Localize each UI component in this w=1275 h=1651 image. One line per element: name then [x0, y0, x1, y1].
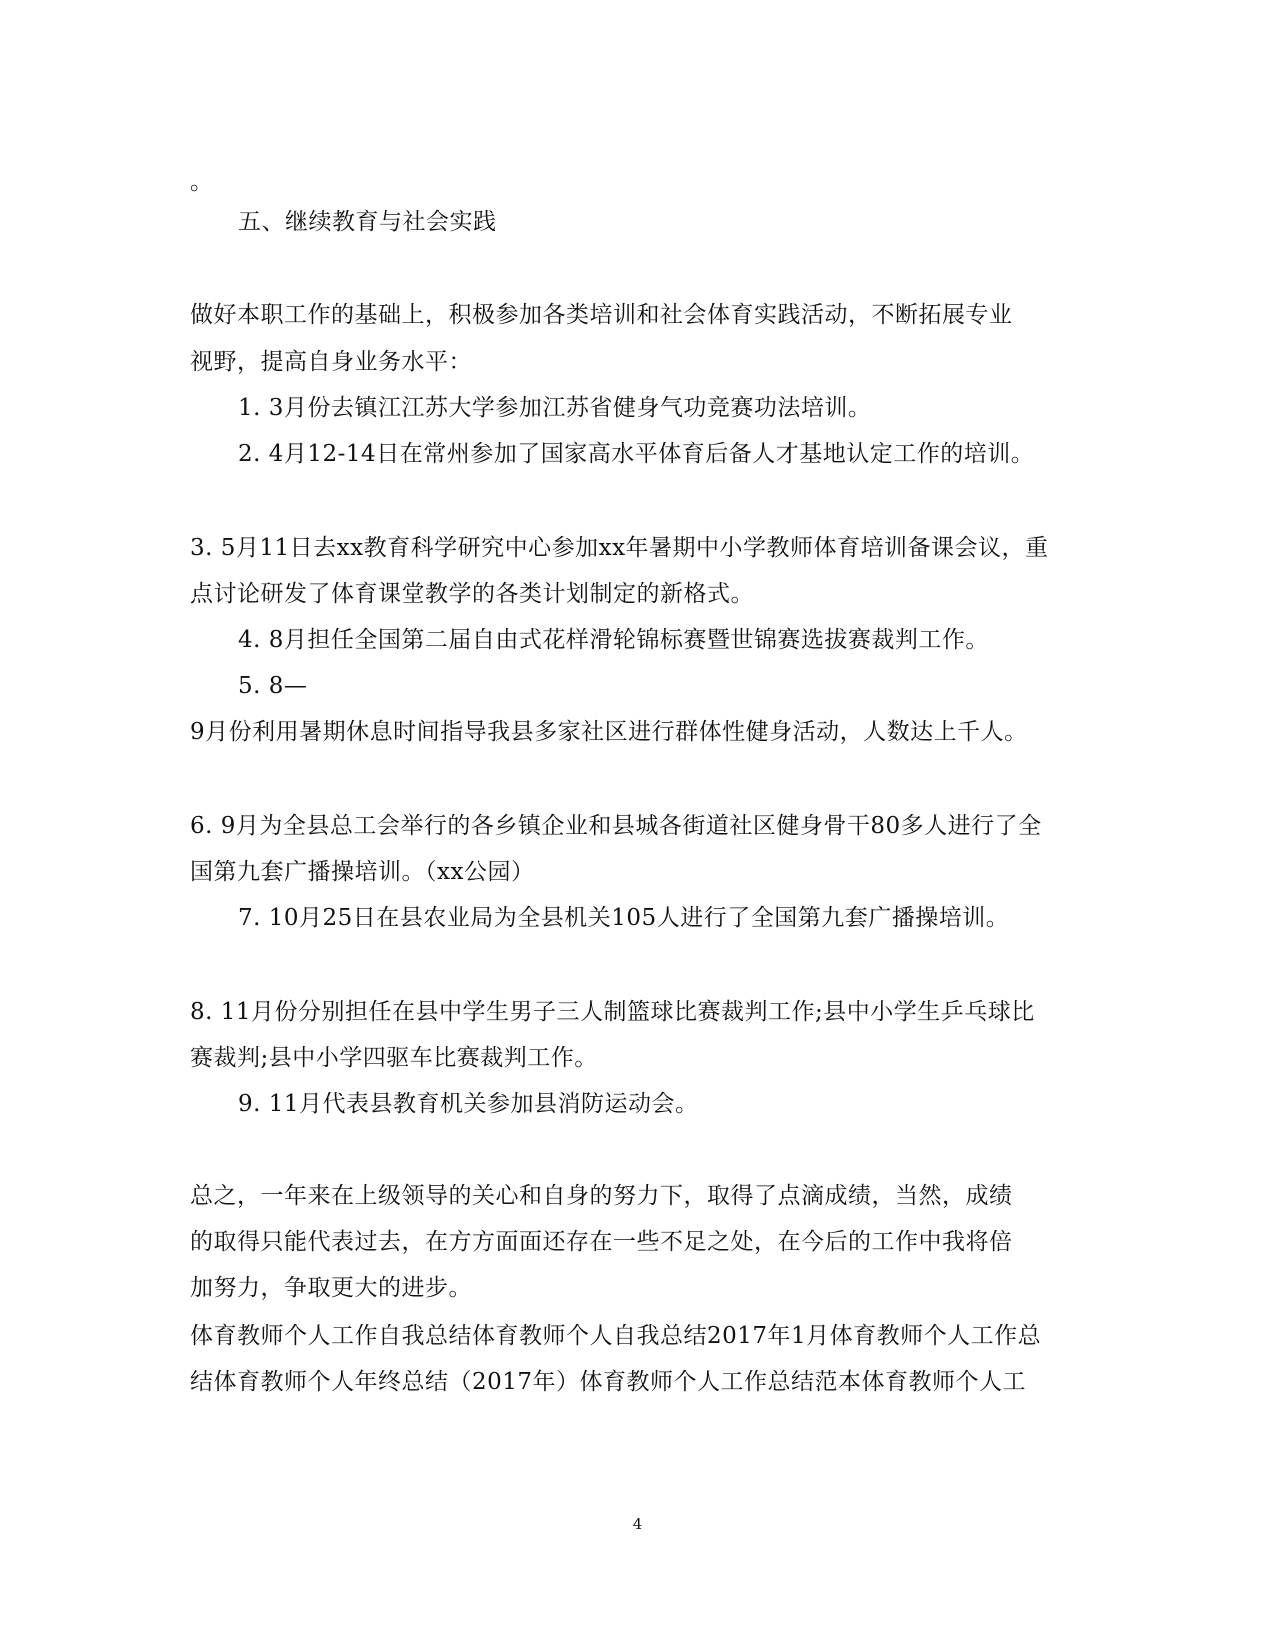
list-item: 4. 8月担任全国第二届自由式花样滑轮锦标赛暨世锦赛选拔赛裁判工作。: [238, 627, 989, 653]
list-item: 8. 11月份分别担任在县中学生男子三人制篮球比赛裁判工作;县中小学生乒乓球比: [190, 999, 1035, 1025]
list-item: 3. 5月11日去xx教育科学研究中心参加xx年暑期中小学教师体育培训备课会议，重: [190, 535, 1049, 561]
text-line: 视野，提高自身业务水平：: [190, 349, 472, 375]
text-line: 结体育教师个人年终总结（2017年）体育教师个人工作总结范本体育教师个人工: [190, 1369, 1027, 1395]
text-line-fragment: 。: [190, 169, 214, 195]
list-item: 5. 8—: [238, 673, 308, 699]
section-heading: 五、继续教育与社会实践: [238, 209, 497, 235]
list-item: 9. 11月代表县教育机关参加县消防运动会。: [238, 1091, 699, 1117]
text-line: 的取得只能代表过去，在方方面面还存在一些不足之处，在今后的工作中我将倍: [190, 1229, 1013, 1255]
page-number: 4: [632, 1515, 643, 1533]
list-item: 1. 3月份去镇江江苏大学参加江苏省健身气功竞赛功法培训。: [238, 395, 872, 421]
list-item: 6. 9月为全县总工会举行的各乡镇企业和县城各街道社区健身骨干80多人进行了全: [190, 813, 1042, 839]
list-item: 7. 10月25日在县农业局为全县机关105人进行了全国第九套广播操培训。: [238, 905, 1010, 931]
text-line: 9月份利用暑期休息时间指导我县多家社区进行群体性健身活动，人数达上千人。: [190, 719, 1028, 745]
text-line: 做好本职工作的基础上，积极参加各类培训和社会体育实践活动，不断拓展专业: [190, 302, 1013, 328]
text-line: 总之，一年来在上级领导的关心和自身的努力下，取得了点滴成绩，当然，成绩: [190, 1183, 1013, 1209]
list-item: 2. 4月12-14日在常州参加了国家高水平体育后备人才基地认定工作的培训。: [238, 441, 1035, 467]
text-line: 加努力，争取更大的进步。: [190, 1275, 472, 1301]
text-line: 国第九套广播操培训。（xx公园）: [190, 859, 535, 885]
text-line: 点讨论研发了体育课堂教学的各类计划制定的新格式。: [190, 581, 754, 607]
text-line: 体育教师个人工作自我总结体育教师个人自我总结2017年1月体育教师个人工作总: [190, 1323, 1042, 1349]
text-line: 赛裁判;县中小学四驱车比赛裁判工作。: [190, 1045, 598, 1071]
